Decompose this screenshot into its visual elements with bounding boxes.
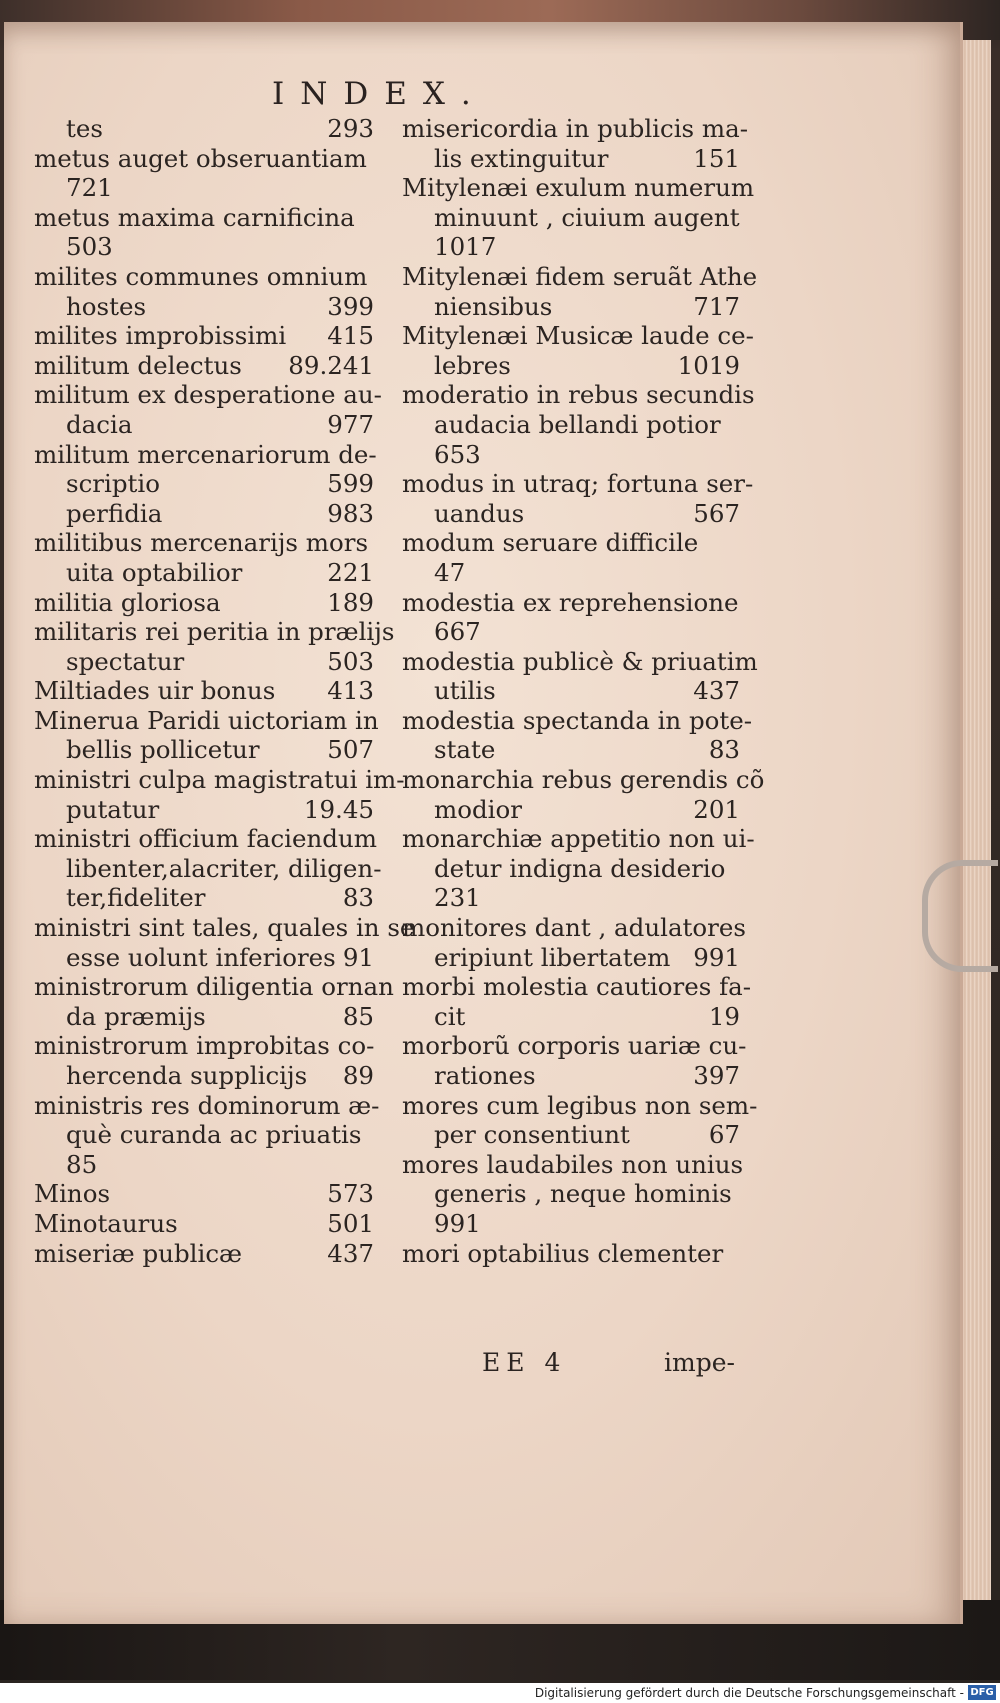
entry-text: rationes (434, 1061, 536, 1090)
page-number: 503 (327, 646, 374, 676)
index-entry-line (402, 114, 749, 144)
entry-text: Mitylenæi Musicæ laude ce- (402, 321, 754, 351)
entry-text: militum delectus (34, 350, 242, 380)
entry-text: monitores dant , adulatores (402, 913, 746, 943)
catchword: impe- (664, 1348, 735, 1377)
entry-text: morborũ corporis uariæ cu- (402, 1031, 747, 1061)
index-entry-line (34, 499, 374, 529)
page-number: 573 (327, 1179, 374, 1209)
index-entry-line (34, 203, 374, 233)
page-number: 983 (327, 498, 374, 528)
page-number: 89.241 (288, 350, 374, 380)
index-entry-line (34, 853, 382, 884)
index-entry-line (34, 676, 374, 706)
index-entry-line (34, 943, 374, 973)
index-entry-line (34, 1150, 374, 1180)
page-number: 221 (327, 557, 374, 587)
index-entry-line (402, 1120, 740, 1150)
entry-text: hercenda supplicijs (66, 1061, 308, 1090)
entry-text: ministri culpa magistratui im- (34, 765, 405, 795)
entry-text: Minotaurus (34, 1208, 178, 1238)
index-entry-line (402, 646, 758, 677)
entry-text: ter,fideliter (66, 883, 206, 913)
index-entry-line (402, 528, 740, 558)
entry-text: libenter,alacriter, diligen- (66, 853, 382, 883)
entry-text: militum mercenariorum de- (34, 439, 377, 469)
page-number: 201 (693, 794, 740, 824)
page-number: 437 (327, 1238, 374, 1268)
page-number: 189 (327, 587, 374, 617)
entry-text: per consentiunt (434, 1120, 630, 1150)
index-entry-line (402, 913, 746, 943)
entry-text: utilis (434, 676, 496, 706)
index-entry-line (34, 1209, 374, 1239)
entry-text: uandus (434, 498, 525, 528)
page-number: 501 (327, 1208, 374, 1238)
page-number: 717 (693, 291, 740, 321)
entry-text: 231 (434, 883, 481, 913)
entry-text: misericordia in publicis ma- (402, 114, 749, 143)
index-entry-line (402, 854, 740, 884)
page-number: 977 (327, 409, 374, 439)
entry-text: tes (66, 114, 103, 143)
entry-text: 503 (66, 232, 113, 262)
page-number: 293 (327, 114, 374, 143)
index-entry-line (34, 410, 374, 440)
entry-text: modestia publicè & priuatim (402, 646, 758, 676)
entry-text: milites communes omnium (34, 261, 368, 291)
index-entry-line (402, 1002, 740, 1032)
index-entry-line (34, 232, 374, 262)
entry-text: Mitylenæi fidem seruãt Athe (402, 261, 758, 291)
entry-text: 1017 (434, 232, 497, 262)
index-entry-line (402, 1209, 740, 1239)
entry-text: Miltiades uir bonus (34, 676, 276, 706)
entry-text: putatur (66, 794, 160, 824)
index-entry-line (402, 499, 740, 529)
page-number: 91 (342, 942, 374, 972)
index-entry-line (34, 1120, 374, 1150)
page-number: 89 (342, 1061, 374, 1090)
entry-text: ministri officium faciendum (34, 824, 377, 854)
entry-text: spectatur (66, 646, 185, 676)
page-number: 151 (693, 143, 740, 173)
page-number: 67 (708, 1120, 740, 1150)
index-entry-line (402, 203, 740, 233)
entry-text: ministris res dominorum æ- (34, 1090, 380, 1120)
page-number: 413 (327, 676, 374, 706)
index-entry-line (402, 676, 740, 706)
entry-text: 85 (66, 1149, 98, 1179)
index-entry-line (34, 173, 374, 203)
index-entry-line (402, 558, 740, 588)
index-entry-line (402, 1239, 740, 1269)
index-entry-line (402, 705, 753, 736)
entry-text: perfidia (66, 498, 163, 528)
index-entry-line (34, 617, 395, 647)
entry-text: generis , neque hominis (434, 1179, 732, 1209)
index-entry-line (402, 1149, 744, 1180)
entry-text: Minos (34, 1179, 111, 1209)
entry-text: militibus mercenarijs mors (34, 528, 369, 558)
entry-text: ministrorum diligentia ornan (34, 972, 394, 1002)
entry-text: 721 (66, 173, 113, 203)
index-entry-line (34, 647, 374, 677)
index-entry-line (34, 558, 374, 588)
entry-text: modior (434, 794, 522, 824)
page-number: 415 (327, 321, 374, 351)
index-entry-line (402, 795, 740, 825)
entry-text: mores cum legibus non sem- (402, 1090, 758, 1120)
index-entry-line (34, 144, 374, 174)
entry-text: uita optabilior (66, 557, 243, 587)
entry-text: hostes (66, 291, 147, 321)
page-number: 1019 (677, 350, 740, 380)
entry-text: detur indigna desiderio (434, 853, 726, 883)
index-entry-line (34, 588, 374, 618)
index-entry-line (34, 528, 374, 558)
left-column (34, 114, 415, 1268)
entry-text: monarchiæ appetitio non ui- (402, 824, 755, 854)
entry-text: niensibus (434, 291, 553, 321)
entry-text: militum ex desperatione au- (34, 380, 382, 410)
index-entry-line (402, 469, 754, 499)
index-entry-line (34, 321, 374, 351)
entry-text: morbi molestia cautiores fa- (402, 972, 752, 1002)
entry-text: dacia (66, 409, 133, 439)
entry-text: modum seruare difficile (402, 528, 699, 558)
index-entry-line (34, 439, 377, 470)
index-entry-line (34, 795, 374, 825)
index-entry-line (402, 351, 740, 381)
index-entry-line (402, 380, 755, 410)
entry-text: Mitylenæi exulum numerum (402, 173, 755, 203)
index-entry-line (34, 1090, 380, 1121)
entry-text: què curanda ac priuatis (66, 1120, 362, 1150)
entry-text: ministri sint tales, quales in se (34, 913, 415, 943)
entry-text: bellis pollicetur (66, 735, 260, 765)
index-entry-line (402, 1090, 758, 1121)
index-entry-line (402, 321, 754, 351)
index-entry-line (34, 114, 374, 144)
entry-text: esse uolunt inferiores (66, 942, 336, 972)
index-entry-line (34, 292, 374, 322)
index-entry-line (402, 824, 755, 854)
entry-text: cit (434, 1001, 466, 1031)
entry-text: lis extinguitur (434, 143, 609, 173)
index-entry-line (34, 469, 374, 499)
index-entry-line (402, 1061, 740, 1091)
index-entry-line (402, 292, 740, 322)
signature-mark: EE 4 (482, 1348, 567, 1377)
index-entry-line (34, 735, 374, 765)
entry-text: moderatio in rebus secundis (402, 380, 755, 410)
index-entry-line (34, 1061, 374, 1091)
entry-text: miseriæ publicæ (34, 1238, 243, 1268)
entry-text: milites improbissimi (34, 321, 287, 351)
index-entry-line (34, 883, 374, 913)
index-entry-line (402, 261, 758, 292)
index-entry-line (402, 1031, 747, 1061)
entry-text: metus auget obseruantiam (34, 143, 367, 173)
index-entry-line (34, 824, 377, 854)
index-entry-line (34, 1002, 374, 1032)
page-number: 399 (327, 291, 374, 321)
footer-text: Digitalisierung gefördert durch die Deutsche Forschungsgemeinschaft - (534, 1686, 964, 1700)
index-entry-line (402, 410, 740, 440)
entry-text: 667 (434, 617, 481, 647)
book-page (4, 22, 963, 1624)
index-entry-line (34, 351, 374, 381)
index-entry-line (402, 173, 755, 203)
page-number: 397 (693, 1061, 740, 1090)
index-entry-line (402, 883, 740, 913)
index-entry-line (402, 765, 765, 795)
entry-text: eripiunt libertatem (434, 942, 671, 972)
entry-text: minuunt , ciuium augent (434, 202, 740, 232)
entry-text: mori optabilius clementer (402, 1238, 724, 1268)
entry-text: militia gloriosa (34, 587, 221, 617)
page-number: 83 (342, 883, 374, 913)
page-number: 567 (693, 498, 740, 528)
index-entry-line (402, 440, 740, 470)
index-entry-line (34, 1239, 374, 1269)
entry-text: 991 (434, 1208, 481, 1238)
page-number: 83 (708, 735, 740, 765)
entry-text: modus in utraq; fortuna ser- (402, 469, 754, 499)
entry-text: 47 (434, 557, 466, 587)
entry-text: Minerua Paridi uictoriam in (34, 705, 379, 735)
dfg-logo: DFG (968, 1685, 996, 1700)
index-entry-line (34, 1031, 374, 1061)
index-entry-line (402, 232, 740, 262)
footer-bar (0, 1683, 1000, 1703)
index-entry-line (402, 617, 740, 647)
index-entry-line (34, 705, 379, 736)
entry-text: modestia ex reprehensione (402, 587, 739, 617)
page-number: 85 (342, 1001, 374, 1031)
entry-text: audacia bellandi potior (434, 409, 721, 439)
index-entry-line (34, 262, 374, 292)
index-entry-line (34, 913, 415, 943)
entry-text: da præmijs (66, 1001, 206, 1031)
entry-text: state (434, 735, 496, 765)
index-entry-line (34, 380, 382, 410)
page-header: INDEX. (272, 76, 487, 112)
right-column (402, 114, 765, 1268)
entry-text: monarchia rebus gerendis cõ (402, 765, 765, 795)
page-number: 991 (693, 942, 740, 972)
index-entry-line (34, 765, 405, 795)
entry-text: 653 (434, 439, 481, 469)
entry-text: metus maxima carnificina (34, 202, 355, 232)
page-number: 507 (327, 735, 374, 765)
index-entry-line (402, 1179, 740, 1209)
page-number: 437 (693, 676, 740, 706)
page-number: 19 (708, 1001, 740, 1031)
entry-text: mores laudabiles non unius (402, 1149, 744, 1179)
page-number: 19.45 (303, 794, 374, 824)
index-entry-line (402, 972, 752, 1002)
entry-text: militaris rei peritia in prælijs (34, 617, 395, 647)
index-entry-line (34, 972, 394, 1002)
entry-text: scriptio (66, 469, 160, 499)
paper-clip (922, 860, 998, 972)
index-entry-line (34, 1179, 374, 1209)
index-entry-line (402, 588, 740, 618)
index-entry-line (402, 144, 740, 174)
index-entry-line (402, 943, 740, 973)
index-entry-line (402, 735, 740, 765)
entry-text: ministrorum improbitas co- (34, 1031, 375, 1061)
page-number: 599 (327, 469, 374, 499)
entry-text: lebres (434, 350, 511, 380)
entry-text: modestia spectanda in pote- (402, 705, 753, 735)
